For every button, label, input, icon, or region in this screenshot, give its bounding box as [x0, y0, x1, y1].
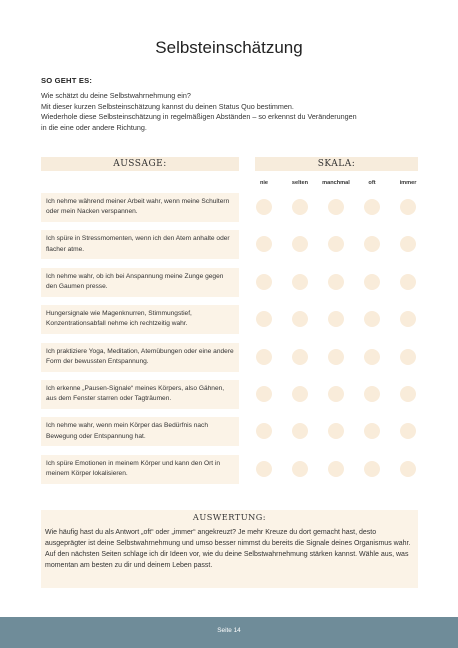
rating-circle-nie[interactable] — [256, 274, 272, 290]
statement-7: Ich nehme wahr, wenn mein Körper das Bedürfnis nach Bewegung oder Entspannung hat. — [41, 417, 239, 446]
intro-text — [41, 91, 421, 133]
rating-circle-oft[interactable] — [364, 349, 380, 365]
skala-column-header: SKALA: — [255, 157, 418, 171]
statement-2: Ich spüre in Stressmomenten, wenn ich den Atem anhalte oder flacher atme. — [41, 230, 239, 259]
rating-circle-selten[interactable] — [292, 274, 308, 290]
scale-label-oft: oft — [368, 180, 376, 186]
rating-circle-selten[interactable] — [292, 386, 308, 402]
rating-circle-nie[interactable] — [256, 386, 272, 402]
rating-circle-immer[interactable] — [400, 386, 416, 402]
rating-circle-oft[interactable] — [364, 236, 380, 252]
rating-circle-nie[interactable] — [256, 311, 272, 327]
statement-5: Ich praktiziere Yoga, Meditation, Atemübungen oder eine andere Form der bewussten Entspannung. — [41, 343, 239, 372]
rating-circle-selten[interactable] — [292, 423, 308, 439]
auswertung-header: AUSWERTUNG: — [192, 512, 267, 522]
rating-circle-selten[interactable] — [292, 349, 308, 365]
statement-4: Hungersignale wie Magenknurren, Stimmungstief, Konzentrationsabfall nehme ich rechtzeitig wahr. — [41, 305, 239, 334]
scale-label-immer: immer — [399, 180, 417, 186]
rating-circle-immer[interactable] — [400, 423, 416, 439]
rating-circle-nie[interactable] — [256, 236, 272, 252]
rating-circle-manchmal[interactable] — [328, 236, 344, 252]
rating-circle-nie[interactable] — [256, 423, 272, 439]
rating-circle-manchmal[interactable] — [328, 311, 344, 327]
intro-line: Mit dieser kurzen Selbsteinschätzung kannst du deinen Status Quo bestimmen. — [41, 101, 294, 111]
rating-circle-oft[interactable] — [364, 274, 380, 290]
page-title: Selbsteinschätzung — [155, 38, 303, 57]
scale-label-selten: selten — [291, 180, 309, 186]
scale-label-manchmal: manchmal — [322, 180, 350, 186]
auswertung-text: Wie häufig hast du als Antwort „oft“ oder „immer“ angekreuzt? Je mehr Kreuze du dort gemacht hast, desto ausgeprägter ist deine Selbstwahrnehmung und umso besser nimmst du bereits die Signale deines Organismus wahr. Auf den nächsten Seiten schlage ich dir Ideen vor, wie du deine Selbstwahrnehmung stärken kannst. Wähle aus, was momentan am besten zu dir und deinem Leben passt. — [45, 529, 411, 569]
rating-circle-immer[interactable] — [400, 236, 416, 252]
rating-circle-manchmal[interactable] — [328, 423, 344, 439]
rating-circle-oft[interactable] — [364, 199, 380, 215]
rating-circle-manchmal[interactable] — [328, 349, 344, 365]
statement-1: Ich nehme während meiner Arbeit wahr, wenn meine Schultern oder mein Nacken verspannen. — [41, 193, 239, 222]
aussage-column-header: AUSSAGE: — [41, 157, 239, 171]
page-footer — [0, 617, 458, 648]
rating-circle-nie[interactable] — [256, 461, 272, 477]
rating-circle-manchmal[interactable] — [328, 199, 344, 215]
rating-circle-manchmal[interactable] — [328, 461, 344, 477]
auswertung-box — [41, 510, 418, 588]
rating-circle-manchmal[interactable] — [328, 386, 344, 402]
rating-circle-immer[interactable] — [400, 274, 416, 290]
rating-circle-selten[interactable] — [292, 236, 308, 252]
rating-circle-selten[interactable] — [292, 311, 308, 327]
page-number: Seite 14 — [217, 627, 241, 634]
rating-circle-oft[interactable] — [364, 461, 380, 477]
section-heading-so-geht-es: SO GEHT ES: — [41, 76, 93, 85]
rating-circle-selten[interactable] — [292, 461, 308, 477]
rating-circle-immer[interactable] — [400, 461, 416, 477]
scale-labels — [244, 180, 429, 190]
rating-circle-selten[interactable] — [292, 199, 308, 215]
statement-8: Ich spüre Emotionen in meinem Körper und kann den Ort in meinem Körper lokalisieren. — [41, 455, 239, 484]
rating-circle-immer[interactable] — [400, 349, 416, 365]
scale-label-nie: nie — [259, 180, 269, 186]
intro-line: Wiederhole diese Selbsteinschätzung in regelmäßigen Abständen – so erkennst du Veränderungen — [41, 112, 357, 122]
rating-circle-immer[interactable] — [400, 199, 416, 215]
rating-circle-nie[interactable] — [256, 349, 272, 365]
intro-line: in die eine oder andere Richtung. — [41, 122, 147, 132]
intro-line: Wie schätzt du deine Selbstwahrnehmung ein? — [41, 91, 191, 100]
rating-circle-immer[interactable] — [400, 311, 416, 327]
rating-circle-oft[interactable] — [364, 386, 380, 402]
rating-circle-manchmal[interactable] — [328, 274, 344, 290]
rating-circle-oft[interactable] — [364, 423, 380, 439]
statement-3: Ich nehme wahr, ob ich bei Anspannung meine Zunge gegen den Gaumen presse. — [41, 268, 239, 297]
statement-6: Ich erkenne „Pausen-Signale“ meines Körpers, also Gähnen, aus dem Fenster starren oder Tagträumen. — [41, 380, 239, 409]
rating-circle-oft[interactable] — [364, 311, 380, 327]
rating-circle-nie[interactable] — [256, 199, 272, 215]
